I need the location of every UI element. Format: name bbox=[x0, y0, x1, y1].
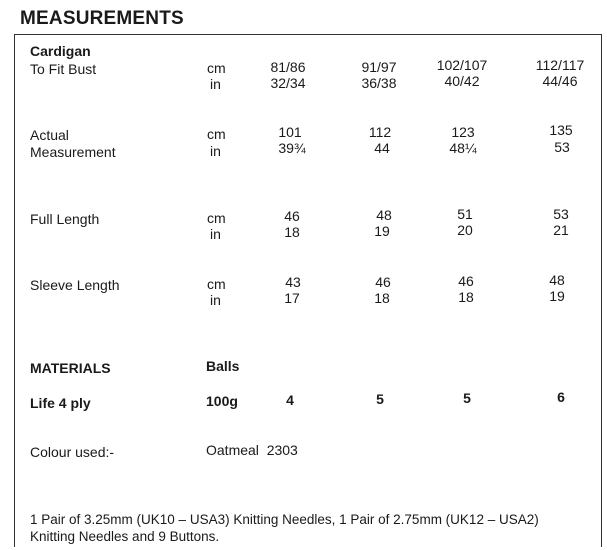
row-label-actual: Actual bbox=[30, 127, 69, 143]
value-cell: 44/46 bbox=[542, 73, 578, 89]
value-cell: 48¼ bbox=[449, 140, 477, 156]
value-cell: 102/107 bbox=[436, 57, 488, 73]
value-cell: 101 bbox=[278, 124, 302, 140]
value-cell: 46 bbox=[375, 274, 391, 290]
value-cell: 53 bbox=[554, 139, 570, 155]
value-cell: 46 bbox=[284, 208, 300, 224]
value-cell: 18 bbox=[284, 224, 300, 240]
unit-in: in bbox=[210, 226, 221, 242]
row-label-measurement: Measurement bbox=[30, 144, 116, 160]
value-cell: 19 bbox=[549, 288, 565, 304]
value-cell: 18 bbox=[374, 290, 390, 306]
ball-count: 6 bbox=[557, 389, 565, 405]
value-cell: 43 bbox=[285, 274, 301, 290]
value-cell: 48 bbox=[376, 207, 392, 223]
unit-in: in bbox=[210, 292, 221, 308]
value-cell: 91/97 bbox=[361, 59, 397, 75]
unit-in: in bbox=[210, 76, 221, 92]
value-cell: 81/86 bbox=[270, 59, 306, 75]
ball-count: 5 bbox=[463, 390, 471, 406]
colour-value: Oatmeal 2303 bbox=[206, 442, 298, 458]
value-cell: 17 bbox=[284, 290, 300, 306]
value-cell: 19 bbox=[374, 223, 390, 239]
ball-count: 5 bbox=[376, 391, 384, 407]
value-cell: 40/42 bbox=[444, 73, 480, 89]
ball-count: 4 bbox=[286, 392, 294, 408]
value-cell: 51 bbox=[457, 206, 473, 222]
garment-title: Cardigan bbox=[30, 43, 91, 59]
value-cell: 18 bbox=[458, 289, 474, 305]
yarn-name: Life 4 ply bbox=[30, 395, 91, 411]
materials-heading: MATERIALS bbox=[30, 360, 111, 376]
unit-in: in bbox=[210, 143, 221, 159]
value-cell: 20 bbox=[457, 222, 473, 238]
unit-cm: cm bbox=[207, 276, 226, 292]
value-cell: 44 bbox=[374, 140, 390, 156]
value-cell: 46 bbox=[458, 273, 474, 289]
unit-cm: cm bbox=[207, 126, 226, 142]
row-label-sleeve-length: Sleeve Length bbox=[30, 277, 120, 293]
value-cell: 39¾ bbox=[278, 140, 306, 156]
row-label-full-length: Full Length bbox=[30, 211, 100, 227]
balls-heading: Balls bbox=[206, 358, 240, 374]
value-cell: 53 bbox=[553, 206, 569, 222]
unit-cm: cm bbox=[207, 60, 226, 76]
value-cell: 32/34 bbox=[270, 75, 306, 91]
colour-label: Colour used:- bbox=[30, 444, 115, 460]
yarn-weight: 100g bbox=[206, 393, 238, 409]
unit-cm: cm bbox=[207, 210, 226, 226]
value-cell: 123 bbox=[451, 124, 475, 140]
needles-note-line-2: Knitting Needles and 9 Buttons. bbox=[30, 529, 220, 544]
needles-note-line-1: 1 Pair of 3.25mm (UK10 – USA3) Knitting Needles, 1 Pair of 2.75mm (UK12 – USA2) bbox=[30, 512, 539, 527]
page-heading: MEASUREMENTS bbox=[20, 8, 184, 29]
row-label-to-fit-bust: To Fit Bust bbox=[30, 61, 97, 77]
value-cell: 36/38 bbox=[361, 75, 397, 91]
value-cell: 135 bbox=[549, 122, 573, 138]
value-cell: 112 bbox=[368, 124, 392, 140]
value-cell: 112/117 bbox=[535, 57, 585, 73]
value-cell: 21 bbox=[553, 222, 569, 238]
value-cell: 48 bbox=[549, 272, 565, 288]
